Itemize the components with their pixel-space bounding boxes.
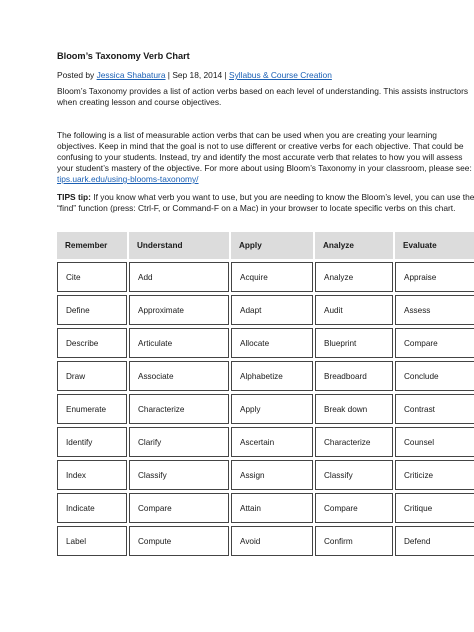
table-cell: Audit (315, 295, 393, 325)
table-cell: Critique (395, 493, 474, 523)
table-cell: Cite (57, 262, 127, 292)
table-cell: Approximate (129, 295, 229, 325)
table-cell: Assess (395, 295, 474, 325)
table-cell: Label (57, 526, 127, 556)
table-cell: Analyze (315, 262, 393, 292)
post-date: | Sep 18, 2014 | (165, 70, 229, 80)
table-cell: Identify (57, 427, 127, 457)
table-cell: Enumerate (57, 394, 127, 424)
table-cell: Alphabetize (231, 361, 313, 391)
table-row (57, 427, 474, 457)
table-cell: Indicate (57, 493, 127, 523)
header-analyze: Analyze (315, 232, 393, 259)
table-cell: Breadboard (315, 361, 393, 391)
tips-paragraph (57, 192, 474, 214)
verb-table-body (57, 262, 474, 556)
table-cell: Compare (395, 328, 474, 358)
table-row (57, 493, 474, 523)
table-cell: Criticize (395, 460, 474, 490)
author-link[interactable]: Jessica Shabatura (96, 70, 166, 80)
table-row (57, 460, 474, 490)
verb-table (55, 229, 474, 559)
table-cell: Acquire (231, 262, 313, 292)
table-cell: Conclude (395, 361, 474, 391)
table-cell: Define (57, 295, 127, 325)
table-cell: Add (129, 262, 229, 292)
body-text: The following is a list of measurable action verbs that can be used when you are creating your learning objectives. Keep in mind that the goal is not to use different or creative verbs for each objective. That could be confusing to your students. Instead, try and identify the most accurate verb that relates to how you will assess your student’s mastery of the objective. For more about using Bloom’s Taxonomy in your classroom, please see: (57, 130, 472, 173)
table-cell: Associate (129, 361, 229, 391)
tips-text: If you know what verb you want to use, but you are needing to know the Bloom’s level, you can use the “find” function (press: Ctrl-F, or Command-F on a Mac) in your browser to locate specific verbs on this chart. (57, 192, 474, 213)
table-header-row (57, 232, 474, 259)
table-cell: Ascertain (231, 427, 313, 457)
table-row (57, 361, 474, 391)
table-cell: Characterize (315, 427, 393, 457)
table-cell: Contrast (395, 394, 474, 424)
taxonomy-link[interactable]: tips.uark.edu/using-blooms-taxonomy/ (57, 174, 199, 184)
table-row (57, 328, 474, 358)
table-cell: Assign (231, 460, 313, 490)
table-cell: Clarify (129, 427, 229, 457)
table-cell: Draw (57, 361, 127, 391)
intro-paragraph: Bloom’s Taxonomy provides a list of action verbs based on each level of understanding. This assists instructors when creating lesson and course objectives. (57, 86, 469, 107)
category-link[interactable]: Syllabus & Course Creation (228, 70, 332, 80)
table-row (57, 394, 474, 424)
table-cell: Index (57, 460, 127, 490)
table-cell: Describe (57, 328, 127, 358)
posted-by-label: Posted by (57, 70, 97, 80)
header-evaluate: Evaluate (395, 232, 474, 259)
table-cell: Characterize (129, 394, 229, 424)
table-cell: Counsel (395, 427, 474, 457)
table-row (57, 526, 474, 556)
table-cell: Defend (395, 526, 474, 556)
table-row (57, 262, 474, 292)
table-cell: Avoid (231, 526, 313, 556)
table-cell: Allocate (231, 328, 313, 358)
table-cell: Appraise (395, 262, 474, 292)
table-cell: Apply (231, 394, 313, 424)
table-cell: Confirm (315, 526, 393, 556)
table-cell: Blueprint (315, 328, 393, 358)
table-cell: Compare (315, 493, 393, 523)
post-meta (57, 70, 332, 80)
header-apply: Apply (231, 232, 313, 259)
table-cell: Classify (315, 460, 393, 490)
header-remember: Remember (57, 232, 127, 259)
body-paragraph (57, 130, 474, 185)
table-cell: Attain (231, 493, 313, 523)
header-understand: Understand (129, 232, 229, 259)
tips-label: TIPS tip: (57, 192, 91, 202)
table-cell: Compare (129, 493, 229, 523)
table-cell: Adapt (231, 295, 313, 325)
table-row (57, 295, 474, 325)
table-cell: Compute (129, 526, 229, 556)
table-cell: Classify (129, 460, 229, 490)
page-title: Bloom’s Taxonomy Verb Chart (57, 51, 190, 61)
table-cell: Break down (315, 394, 393, 424)
table-cell: Articulate (129, 328, 229, 358)
